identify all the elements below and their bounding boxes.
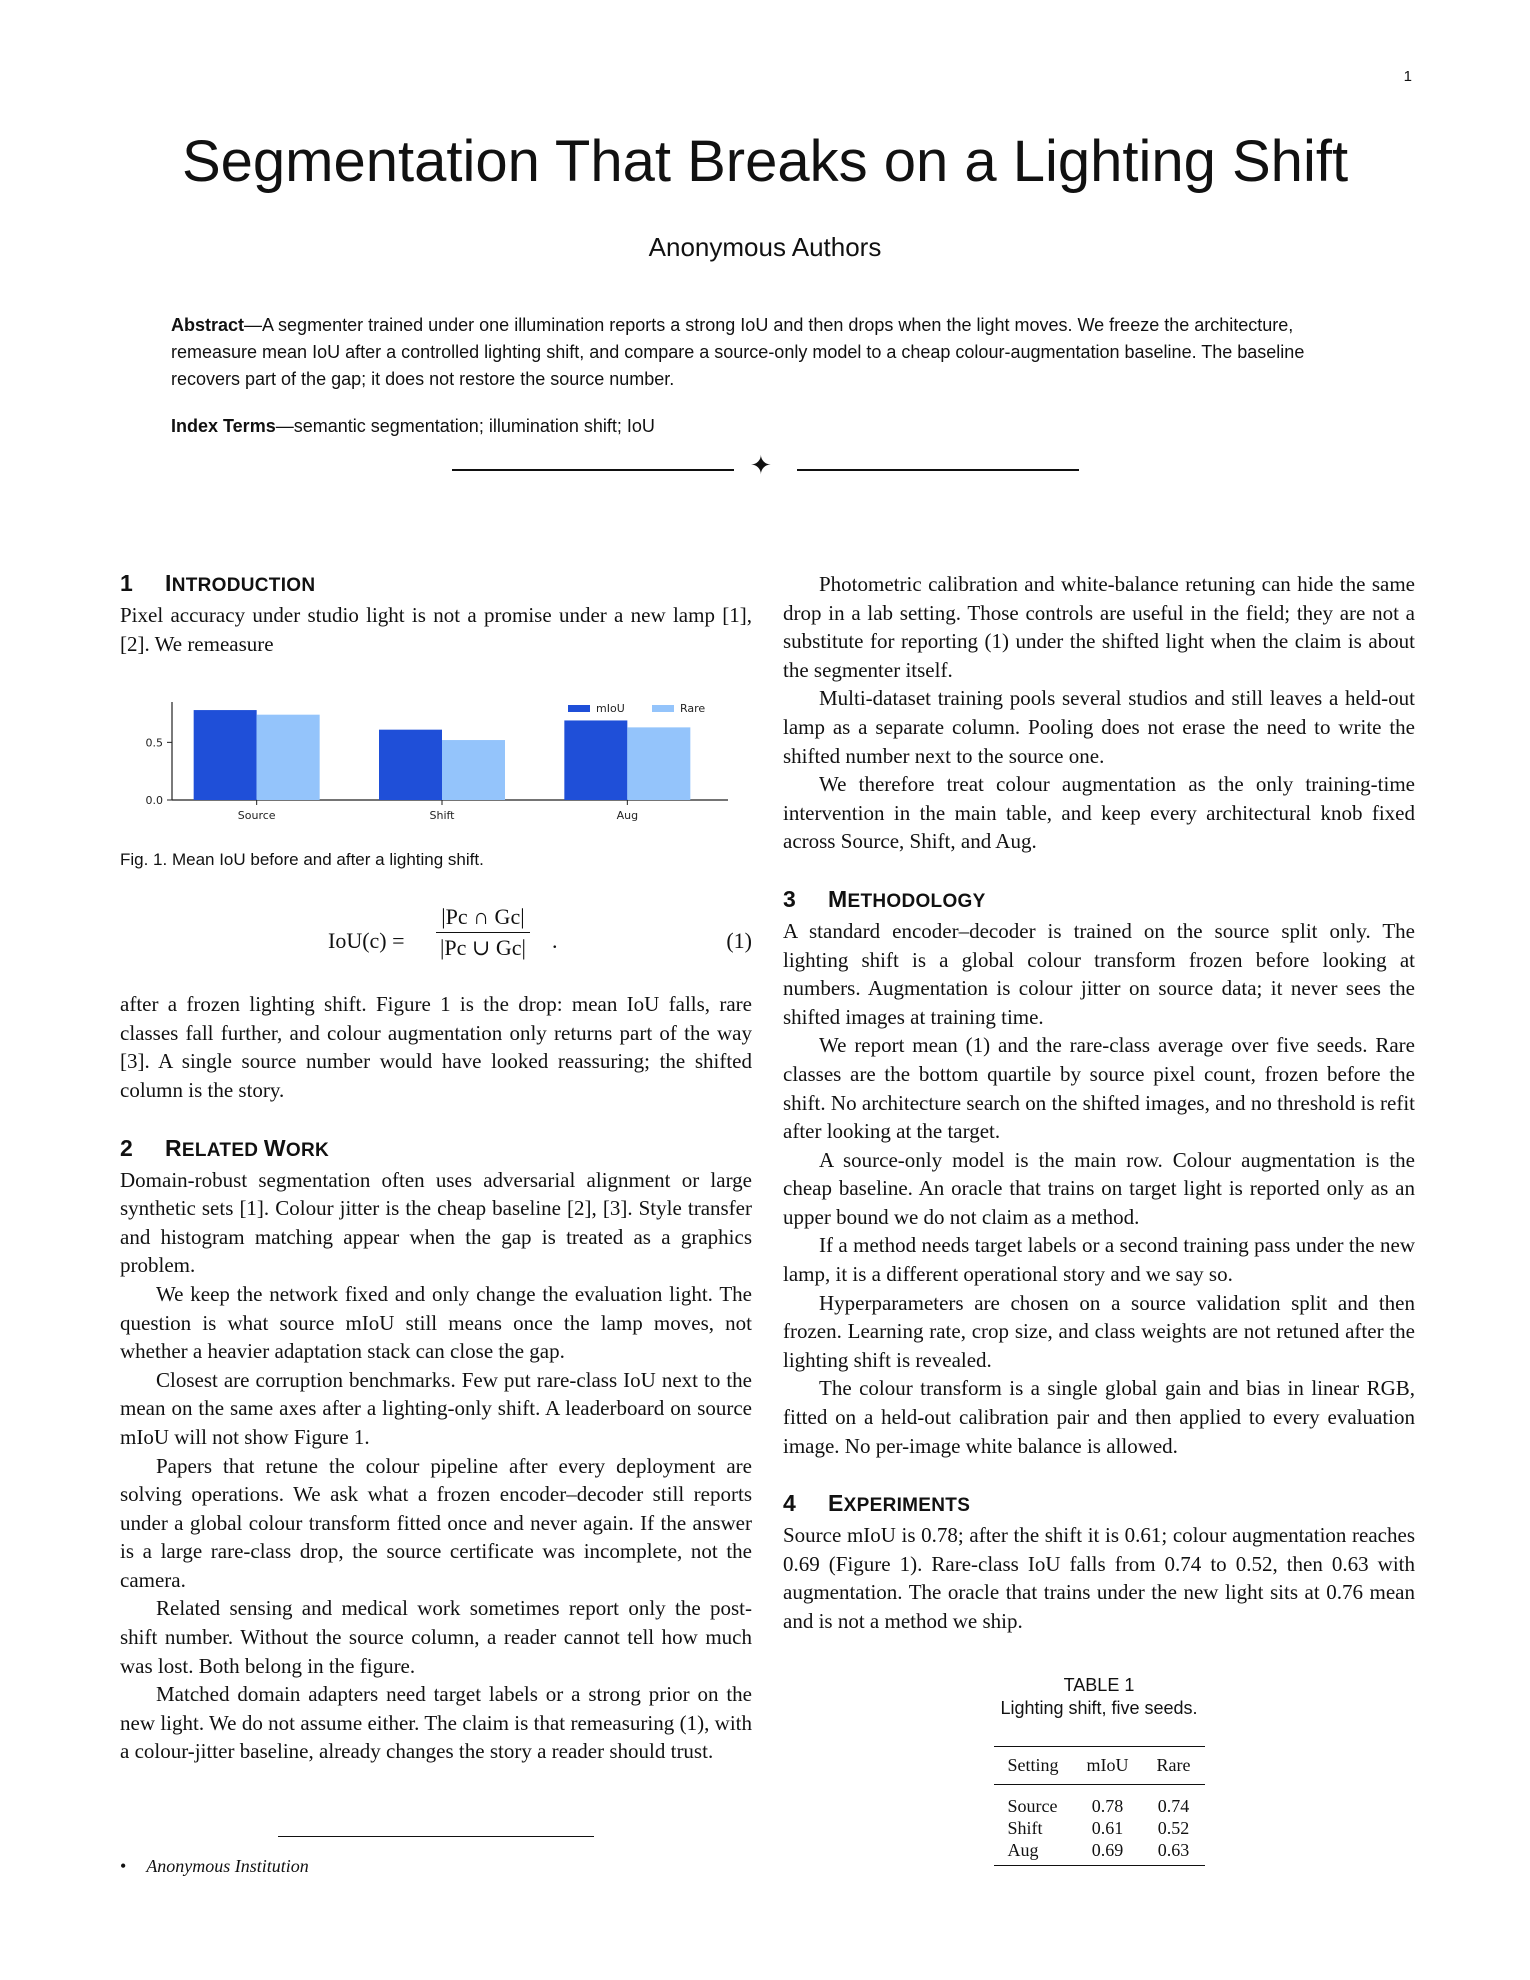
table-cell: 0.61 bbox=[1091, 1817, 1124, 1838]
authors: Anonymous Authors bbox=[648, 232, 882, 262]
legend-label-miou: mIoU bbox=[596, 702, 625, 716]
method-paragraph: A source-only model is the main row. Colour augmentation is the cheap baseline. An oracle that trains on target light is reported only as an upper bound we do not claim as a method. bbox=[783, 1147, 1415, 1229]
related-paragraph: Closest are corruption benchmarks. Few put rare-class IoU next to the mean on the same axes after a lighting-only shift. A leaderboard on source mIoU will not show Figure 1. bbox=[120, 1367, 752, 1449]
footnote-affiliation: Anonymous Institution bbox=[146, 1856, 309, 1876]
index-terms-label: Index Terms bbox=[171, 416, 276, 436]
method-paragraph: Hyperparameters are chosen on a source validation split and then frozen. Learning rate, crop size, and class weights are not retuned after the lighting shift is revealed. bbox=[783, 1290, 1415, 1372]
equation-lhs: IoU(c) = bbox=[328, 928, 405, 954]
intro-continued-paragraph: Photometric calibration and white-balance retuning can hide the same drop in a lab setting. Those controls are useful in the field; they are not a substitute for reporting (1) under the shifted light when the claim is about the segmenter itself. bbox=[783, 572, 1415, 682]
related-paragraph: Papers that retune the colour pipeline after every deployment are solving operations. We ask what a frozen encoder–decoder still reports under a global colour transform fitted once and never again. If the answer is a large rare-class drop, the source certificate was incomplete, not the camera. bbox=[120, 1453, 752, 1592]
related-paragraph: Matched domain adapters need target labels or a strong prior on the new light. We do not assume either. The claim is that remeasuring (1), with a colour-jitter baseline, already changes the story a reader should trust. bbox=[120, 1682, 752, 1764]
legend-swatch-miou bbox=[568, 705, 590, 712]
method-paragraph: The colour transform is a single global gain and bias in linear RGB, fitted on a held-out calibration pair and then applied to every evaluation image. No per-image white balance is allowed. bbox=[783, 1376, 1415, 1458]
experiments-paragraph: Source mIoU is 0.78; after the shift it is 0.61; colour augmentation reaches 0.69 (Figure 1). Rare-class IoU falls from 0.74 to 0.52, then 0.63 with augmentation. The oracle that trains under the new light sits at 0.76 mean and is not a method we ship. bbox=[783, 1523, 1415, 1633]
x-tick-label: Shift bbox=[429, 809, 455, 823]
left-column bbox=[120, 570, 752, 1766]
x-tick-label: Source bbox=[237, 809, 276, 823]
right-column bbox=[783, 570, 1415, 1866]
table-cell: Shift bbox=[1007, 1817, 1043, 1838]
footnote-rule bbox=[278, 1836, 594, 1837]
section-heading-related-work: 2 RELATED WORK bbox=[120, 1134, 330, 1161]
figure-1-bar-chart bbox=[120, 694, 752, 826]
y-tick-label: 0.0 bbox=[145, 794, 163, 808]
footnote: • Anonymous Institution bbox=[120, 1856, 309, 1876]
intro-paragraph-2: after a frozen lighting shift. Figure 1 is the drop: mean IoU falls, rare classes fall further, and colour augmentation only returns part of the way [3]. A single source number would have looked reassuring; the shifted column is the story. bbox=[120, 992, 752, 1102]
abstract bbox=[171, 312, 1361, 393]
bar-rare-source bbox=[257, 715, 320, 800]
table-header-cell: mIoU bbox=[1073, 1746, 1143, 1784]
bar-miou-shift bbox=[379, 730, 442, 800]
table-cell: 0.78 bbox=[1091, 1795, 1124, 1816]
related-paragraph: Domain-robust segmentation often uses adversarial alignment or large synthetic sets [1]. Colour jitter is the cheap baseline [2], [3]. Style transfer and histogram matching appear when the gap is treated as a graphics problem. bbox=[120, 1167, 752, 1278]
title-separator bbox=[452, 451, 1082, 484]
bar-miou-source bbox=[194, 710, 257, 800]
method-paragraph: If a method needs target labels or a second training pass under the new lamp, it is a different operational story and we say so. bbox=[783, 1233, 1415, 1287]
related-paragraph: We keep the network fixed and only change the evaluation light. The question is what source mIoU still means once the lamp moves, not whether a heavier adaptation stack can close the gap. bbox=[120, 1281, 752, 1364]
x-tick-label: Aug bbox=[616, 809, 639, 823]
bar-rare-shift bbox=[442, 740, 505, 800]
table-row bbox=[994, 1839, 1205, 1866]
intro-continued-paragraph: Multi-dataset training pools several studios and still leaves a held-out lamp as a separate column. Pooling does not erase the need to write the shifted number next to the source one. bbox=[783, 686, 1415, 768]
table-1-caption bbox=[783, 1674, 1415, 1720]
table-cell: 0.52 bbox=[1157, 1817, 1190, 1838]
intro-continued-paragraph: We therefore treat colour augmentation as the only training-time intervention in the main table, and keep every architectural knob fixed across Source, Shift, and Aug. bbox=[783, 772, 1415, 854]
method-paragraph: A standard encoder–decoder is trained on the source split only. The lighting shift is a global colour transform frozen before looking at numbers. Augmentation is colour jitter on source data; it never sees the shifted images at training time. bbox=[783, 918, 1415, 1029]
table-cell: Aug bbox=[1007, 1839, 1039, 1860]
equation-denominator: |Pc ∪ Gc| bbox=[440, 935, 526, 961]
section-heading-experiments: 4 EXPERIMENTS bbox=[783, 1490, 971, 1517]
section-heading-introduction: 1 INTRODUCTION bbox=[120, 570, 316, 596]
section-heading-methodology: 3 METHODOLOGY bbox=[783, 885, 986, 912]
table-1 bbox=[994, 1746, 1205, 1866]
table-cell: 0.74 bbox=[1157, 1795, 1190, 1816]
table-1-label: TABLE 1 bbox=[1063, 1674, 1135, 1695]
table-cell: 0.63 bbox=[1157, 1839, 1190, 1860]
separator-diamond-icon: ✦ bbox=[750, 451, 772, 480]
abstract-label: Abstract bbox=[171, 315, 245, 335]
legend-label-rare: Rare bbox=[680, 702, 706, 716]
bar-miou-aug bbox=[564, 721, 627, 801]
table-cell: 0.69 bbox=[1091, 1839, 1124, 1860]
y-tick-label: 0.5 bbox=[145, 736, 163, 750]
equation-numerator: |Pc ∩ Gc| bbox=[436, 904, 530, 933]
figure-1-caption: Fig. 1. Mean IoU before and after a lighting shift. bbox=[120, 850, 484, 870]
intro-paragraph-1: Pixel accuracy under studio light is not a promise under a new lamp [1], [2]. We remeasure bbox=[120, 603, 752, 656]
method-paragraph: We report mean (1) and the rare-class average over five seeds. Rare classes are the bottom quartile by source pixel count, frozen before the shift. No architecture search on the shifted images, and no threshold is refit after looking at the target. bbox=[783, 1033, 1415, 1144]
page-number: 1 bbox=[1403, 68, 1412, 85]
table-header-cell: Rare bbox=[1143, 1746, 1205, 1784]
paper-title: Segmentation That Breaks on a Lighting Shift bbox=[181, 129, 1349, 194]
related-paragraph: Related sensing and medical work sometimes report only the post-shift number. Without the source column, a reader cannot tell how much was lost. Both belong in the figure. bbox=[120, 1596, 752, 1678]
separator-line-left bbox=[452, 469, 734, 471]
equation-1: IoU(c) = $\frac{|Pc \cap Gc|}{|Pc \cup Gc|}$ . (1) bbox=[328, 904, 752, 961]
table-row bbox=[994, 1784, 1205, 1817]
separator-line-right bbox=[797, 469, 1079, 471]
index-terms bbox=[171, 416, 1361, 437]
table-row bbox=[994, 1817, 1205, 1839]
abstract-text: —A segmenter trained under one illumination reports a strong IoU and then drops when the light moves. We freeze the architecture, remeasure mean IoU after a controlled lighting shift, and compare a source-only model to a cheap colour-augmentation baseline. The baseline recovers part of the gap; it does not restore the source number. bbox=[171, 315, 1305, 389]
equation-fraction bbox=[436, 904, 530, 961]
table-header-row bbox=[994, 1746, 1205, 1784]
index-terms-text: —semantic segmentation; illumination shift; IoU bbox=[275, 416, 655, 436]
table-cell: Source bbox=[1007, 1795, 1058, 1816]
table-header-cell: Setting bbox=[994, 1746, 1073, 1784]
bar-rare-aug bbox=[627, 728, 690, 801]
table-1-title: Lighting shift, five seeds. bbox=[1000, 1697, 1198, 1718]
equation-number: (1) bbox=[726, 928, 752, 954]
legend-swatch-rare bbox=[652, 705, 674, 712]
